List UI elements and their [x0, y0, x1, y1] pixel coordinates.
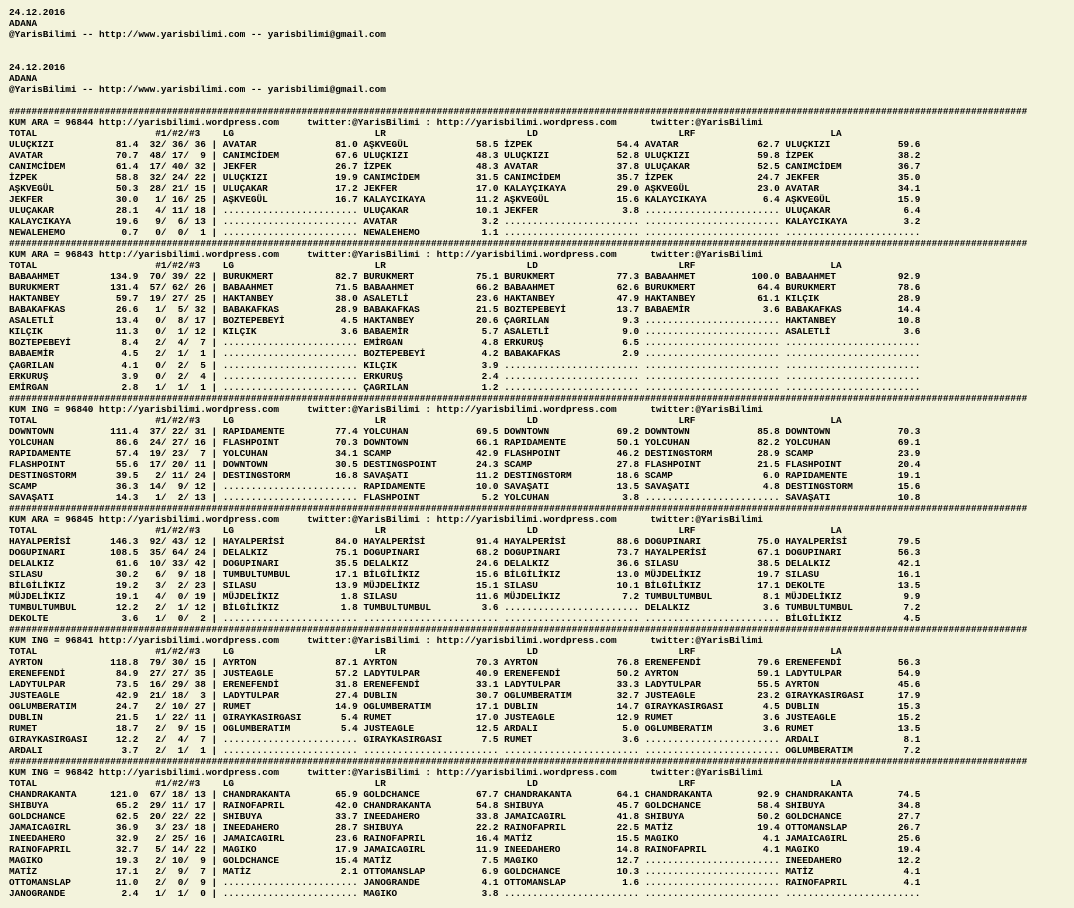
text-line: #####################################################################################################################################################################################: [9, 756, 1028, 768]
text-line: MATİZ 17.1 2/ 9/ 7 | MATİZ 2.1 OTTOMANSLAP 6.9 GOLDCHANCE 10.3 ........................ MATİZ 4.1: [9, 866, 921, 878]
text-line: GOLDCHANCE 62.5 20/ 22/ 22 | SHIBUYA 33.7 INEEDAHERO 33.8 JAMAICAGIRL 41.8 SHIBUYA 50.2 GOLDCHANCE 27.7: [9, 811, 921, 823]
text-line: ÇAGRILAN 4.1 0/ 2/ 5 | ........................ KILÇIK 3.9 ........................ ........................ ........................: [9, 359, 921, 371]
text-line: KUM ARA = 96843 http://yarisbilimi.wordpress.com twitter:@YarisBilimi : http://yarisbilimi.wordpress.com twitter:@YarisBilimi: [9, 249, 763, 261]
text-line: BOZTEPEBEYİ 8.4 2/ 4/ 7 | ........................ EMİRGAN 4.8 ERKURUŞ 6.5 ........................ ........................: [9, 337, 921, 349]
text-line: CHANDRAKANTA 121.0 67/ 18/ 13 | CHANDRAKANTA 65.9 GOLDCHANCE 67.7 CHANDRAKANTA 64.1 CHANDRAKANTA 92.9 CHANDRAKANTA 74.5: [9, 789, 921, 801]
text-line: [9, 51, 1071, 62]
text-line: KUM ING = 96841 http://yarisbilimi.wordpress.com twitter:@YarisBilimi : http://yarisbilimi.wordpress.com twitter:@YarisBilimi: [9, 634, 763, 646]
text-line: KUM ING = 96842 http://yarisbilimi.wordpress.com twitter:@YarisBilimi : http://yarisbilimi.wordpress.com twitter:@YarisBilimi: [9, 767, 763, 779]
text-line: JAMAICAGIRL 36.9 3/ 23/ 18 | INEEDAHERO 28.7 SHIBUYA 22.2 RAINOFAPRIL 22.5 MATİZ 19.4 OTTOMANSLAP 26.7: [9, 822, 921, 834]
text-line: HAKTANBEY 59.7 19/ 27/ 25 | HAKTANBEY 38.0 ASALETLİ 23.6 HAKTANBEY 47.9 HAKTANBEY 61.1 KILÇIK 28.9: [9, 293, 921, 305]
text-line: @YarisBilimi -- http://www.yarisbilimi.com -- yarisbilimi@gmail.com: [9, 29, 386, 41]
text-line: ADANA: [9, 18, 38, 30]
text-line: #####################################################################################################################################################################################: [9, 106, 1028, 118]
text-line: SAVAŞATI 14.3 1/ 2/ 13 | ........................ FLASHPOINT 5.2 YOLCUHAN 3.8 ........................ SAVAŞATI 10.8: [9, 491, 921, 503]
text-line: #####################################################################################################################################################################################: [9, 238, 1028, 250]
text-line: NEWALEHEMO 0.7 0/ 0/ 1 | ........................ NEWALEHEMO 1.1 ........................ ........................ ........................: [9, 227, 921, 239]
text-line: 24.12.2016: [9, 7, 66, 18]
text-line: AYRTON 118.8 79/ 30/ 15 | AYRTON 87.1 AYRTON 70.3 AYRTON 76.8 ERENEFENDİ 79.6 ERENEFENDİ 56.3: [9, 656, 921, 668]
text-line: TOTAL #1/#2/#3 LG LR LD LRF LA: [9, 128, 842, 140]
text-line: BİLGİLİKIZ 19.2 3/ 2/ 23 | SILASU 13.9 MÜJDELİKIZ 15.1 SILASU 10.1 BİLGİLİKIZ 17.1 DEKOLTE 13.5: [9, 579, 921, 591]
text-line: INEEDAHERO 32.9 2/ 25/ 16 | JAMAICAGIRL 23.6 RAINOFAPRIL 16.4 MATİZ 15.5 MAGIKO 4.1 JAMAICAGIRL 25.6: [9, 833, 921, 845]
text-line: ARDALI 3.7 2/ 1/ 1 | ........................ ........................ ........................ ........................ OGLUMBERATIM 7.2: [9, 745, 921, 757]
text-line: BURUKMERT 131.4 57/ 62/ 26 | BABAAHMET 71.5 BABAAHMET 66.2 BABAAHMET 62.6 BURUKMERT 64.4 BURUKMERT 78.6: [9, 282, 921, 294]
text-line: KALAYCIKAYA 19.6 9/ 6/ 13 | ........................ AVATAR 3.2 ........................ ........................ KALAYCIKAYA 3.2: [9, 216, 921, 228]
text-line: MÜJDELİKIZ 19.1 4/ 0/ 19 | MÜJDELİKIZ 1.8 SILASU 11.6 MÜJDELİKIZ 7.2 TUMBULTUMBUL 8.1 MÜJDELİKIZ 9.9: [9, 590, 921, 602]
text-line: DOGUPINARI 108.5 35/ 64/ 24 | DELALKIZ 75.1 DOGUPINARI 68.2 DOGUPINARI 73.7 HAYALPERİSİ 67.1 DOGUPINARI 56.3: [9, 546, 921, 558]
text-line: ULUÇKIZI 81.4 32/ 36/ 36 | AVATAR 81.0 AŞKVEGÜL 58.5 İZPEK 54.4 AVATAR 62.7 ULUÇKIZI 59.6: [9, 139, 921, 151]
text-line: HAYALPERİSİ 146.3 92/ 43/ 12 | HAYALPERİSİ 84.0 HAYALPERİSİ 91.4 HAYALPERİSİ 88.6 DOGUPINARI 75.0 HAYALPERİSİ 79.5: [9, 535, 921, 547]
text-line: KUM ARA = 96844 http://yarisbilimi.wordpress.com twitter:@YarisBilimi : http://yarisbilimi.wordpress.com twitter:@YarisBilimi: [9, 117, 763, 129]
text-line: SHIBUYA 65.2 29/ 11/ 17 | RAINOFAPRIL 42.0 CHANDRAKANTA 54.8 SHIBUYA 45.7 GOLDCHANCE 58.4 SHIBUYA 34.8: [9, 800, 921, 812]
text-line: ERKURUŞ 3.9 0/ 2/ 4 | ........................ ERKURUŞ 2.4 ........................ ........................ ........................: [9, 370, 921, 382]
text-line: JUSTEAGLE 42.9 21/ 18/ 3 | LADYTULPAR 27.4 DUBLIN 30.7 OGLUMBERATIM 32.7 JUSTEAGLE 23.2 GIRAYKASIRGASI 17.9: [9, 689, 921, 701]
text-line: KUM ARA = 96845 http://yarisbilimi.wordpress.com twitter:@YarisBilimi : http://yarisbilimi.wordpress.com twitter:@YarisBilimi: [9, 513, 763, 525]
text-line: LADYTULPAR 73.5 16/ 29/ 38 | ERENEFENDİ 31.8 ERENEFENDİ 33.1 LADYTULPAR 33.3 LADYTULPAR 55.5 AYRTON 45.6: [9, 678, 921, 690]
text-line: DELALKIZ 61.6 10/ 33/ 42 | DOGUPINARI 35.5 DELALKIZ 24.6 DELALKIZ 36.6 SILASU 38.5 DELALKIZ 42.1: [9, 557, 921, 569]
text-line: TOTAL #1/#2/#3 LG LR LD LRF LA: [9, 524, 842, 536]
text-line: OGLUMBERATIM 24.7 2/ 10/ 27 | RUMET 14.9 OGLUMBERATIM 17.1 DUBLIN 14.7 GIRAYKASIRGASI 4.5 DUBLIN 15.3: [9, 700, 921, 712]
text-line: [9, 95, 1071, 106]
text-line: BABAAHMET 134.9 70/ 39/ 22 | BURUKMERT 82.7 BURUKMERT 75.1 BURUKMERT 77.3 BABAAHMET 100.0 BABAAHMET 92.9: [9, 271, 921, 283]
text-line: DESTINGSTORM 39.5 2/ 11/ 24 | DESTINGSTORM 16.8 SAVAŞATI 11.2 DESTINGSTORM 18.6 SCAMP 6.0 RAPIDAMENTE 19.1: [9, 469, 921, 481]
text-line: ULUÇAKAR 28.1 4/ 11/ 18 | ........................ ULUÇAKAR 10.1 JEKFER 3.8 ........................ ULUÇAKAR 6.4: [9, 205, 921, 217]
results-document: [9, 7, 1071, 899]
text-line: #####################################################################################################################################################################################: [9, 623, 1028, 635]
text-line: ASALETLİ 13.4 0/ 8/ 17 | BOZTEPEBEYİ 4.5 HAKTANBEY 20.6 ÇAGRILAN 9.3 ........................ HAKTANBEY 10.8: [9, 315, 921, 327]
text-line: FLASHPOINT 55.6 17/ 20/ 11 | DOWNTOWN 30.5 DESTINGSPOINT 24.3 SCAMP 27.8 FLASHPOINT 21.5 FLASHPOINT 20.4: [9, 458, 921, 470]
text-line: MAGIKO 19.3 2/ 10/ 9 | GOLDCHANCE 15.4 MATİZ 7.5 MAGIKO 12.7 ........................ INEEDAHERO 12.2: [9, 855, 921, 867]
text-line: RAINOFAPRIL 32.7 5/ 14/ 22 | MAGIKO 17.9 JAMAICAGIRL 11.9 INEEDAHERO 14.8 RAINOFAPRIL 4.1 MAGIKO 19.4: [9, 844, 921, 856]
text-line: 24.12.2016: [9, 62, 66, 74]
text-line: TOTAL #1/#2/#3 LG LR LD LRF LA: [9, 778, 842, 790]
text-line: DUBLIN 21.5 1/ 22/ 11 | GIRAYKASIRGASI 5.4 RUMET 17.0 JUSTEAGLE 12.9 RUMET 3.6 JUSTEAGLE 15.2: [9, 712, 921, 723]
text-line: SILASU 30.2 6/ 9/ 18 | TUMBULTUMBUL 17.1 BİLGİLİKIZ 15.6 BİLGİLİKIZ 13.0 MÜJDELİKIZ 19.7 SILASU 16.1: [9, 568, 921, 580]
text-line: JEKFER 30.0 1/ 16/ 25 | AŞKVEGÜL 16.7 KALAYCIKAYA 11.2 AŞKVEGÜL 15.6 KALAYCIKAYA 6.4 AŞKVEGÜL 15.9: [9, 194, 921, 206]
text-line: SCAMP 36.3 14/ 9/ 12 | ........................ RAPIDAMENTE 10.0 SAVAŞATI 13.5 SAVAŞATI 4.8 DESTINGSTORM 15.6: [9, 480, 921, 492]
text-line: GIRAYKASIRGASI 12.2 2/ 4/ 7 | ........................ GIRAYKASIRGASI 7.5 RUMET 3.6 ........................ ARDALI 8.1: [9, 734, 921, 746]
text-line: JANOGRANDE 2.4 1/ 1/ 0 | ........................ MAGIKO 3.8 ........................ ........................ ........................: [9, 888, 921, 900]
text-line: DEKOLTE 3.6 1/ 0/ 2 | ........................ ........................ ........................ ........................ BİLGİLİKIZ 4.5: [9, 612, 921, 624]
text-line: [9, 40, 1071, 51]
text-line: İZPEK 58.8 32/ 24/ 22 | ULUÇKIZI 19.9 CANIMCİDEM 31.5 CANIMCİDEM 35.7 İZPEK 24.7 JEKFER 35.0: [9, 172, 921, 184]
text-line: EMİRGAN 2.8 1/ 1/ 1 | ........................ ÇAGRILAN 1.2 ........................ ........................ ........................: [9, 381, 921, 393]
text-line: DOWNTOWN 111.4 37/ 22/ 31 | RAPIDAMENTE 77.4 YOLCUHAN 69.5 DOWNTOWN 69.2 DOWNTOWN 85.8 DOWNTOWN 70.3: [9, 425, 921, 437]
text-line: #####################################################################################################################################################################################: [9, 392, 1028, 404]
text-line: BABAEMİR 4.5 2/ 1/ 1 | ........................ BOZTEPEBEYİ 4.2 BABAKAFKAS 2.9 ........................ ........................: [9, 348, 921, 360]
text-line: TUMBULTUMBUL 12.2 2/ 1/ 12 | BİLGİLİKIZ 1.8 TUMBULTUMBUL 3.6 ........................ DELALKIZ 3.6 TUMBULTUMBUL 7.2: [9, 601, 921, 613]
text-line: ADANA: [9, 73, 38, 85]
text-line: AŞKVEGÜL 50.3 28/ 21/ 15 | ULUÇAKAR 17.2 JEKFER 17.0 KALAYÇIKAYA 29.0 AŞKVEGÜL 23.0 AVATAR 34.1: [9, 183, 921, 195]
text-line: YOLCUHAN 86.6 24/ 27/ 16 | FLASHPOINT 70.3 DOWNTOWN 66.1 RAPIDAMENTE 50.1 YOLCUHAN 82.2 YOLCUHAN 69.1: [9, 436, 921, 448]
text-line: RUMET 18.7 2/ 9/ 15 | OGLUMBERATIM 5.4 JUSTEAGLE 12.5 ARDALI 5.0 OGLUMBERATIM 3.6 RUMET 13.5: [9, 723, 921, 735]
text-line: #####################################################################################################################################################################################: [9, 502, 1028, 514]
text-line: BABAKAFKAS 26.6 1/ 5/ 32 | BABAKAFKAS 28.9 BABAKAFKAS 21.5 BOZTEPEBEYİ 13.7 BABAEMİR 3.6 BABAKAFKAS 14.4: [9, 304, 921, 316]
text-line: OTTOMANSLAP 11.0 2/ 0/ 9 | ........................ JANOGRANDE 4.1 OTTOMANSLAP 1.6 ........................ RAINOFAPRIL 4.1: [9, 877, 921, 889]
text-line: @YarisBilimi -- http://www.yarisbilimi.com -- yarisbilimi@gmail.com: [9, 84, 386, 96]
text-line: TOTAL #1/#2/#3 LG LR LD LRF LA: [9, 414, 842, 426]
text-line: RAPIDAMENTE 57.4 19/ 23/ 7 | YOLCUHAN 34.1 SCAMP 42.9 FLASHPOINT 46.2 DESTINGSTORM 28.9 SCAMP 23.9: [9, 447, 921, 459]
text-line: KILÇIK 11.3 0/ 1/ 12 | KILÇIK 3.6 BABAEMİR 5.7 ASALETLİ 9.0 ........................ ASALETLİ 3.6: [9, 326, 921, 338]
text-line: AVATAR 70.7 48/ 17/ 9 | CANIMCİDEM 67.6 ULUÇKIZI 48.3 ULUÇKIZI 52.8 ULUÇKIZI 59.8 İZPEK 38.2: [9, 150, 921, 162]
text-line: CANIMCİDEM 61.4 17/ 40/ 32 | JEKFER 26.7 İZPEK 48.3 AVATAR 37.8 ULUÇAKAR 52.5 CANIMCİDEM 36.7: [9, 161, 921, 173]
text-line: TOTAL #1/#2/#3 LG LR LD LRF LA: [9, 645, 842, 657]
text-line: TOTAL #1/#2/#3 LG LR LD LRF LA: [9, 260, 842, 272]
text-line: ERENEFENDİ 84.9 27/ 27/ 35 | JUSTEAGLE 57.2 LADYTULPAR 40.9 ERENEFENDİ 50.2 AYRTON 59.1 LADYTULPAR 54.9: [9, 667, 921, 679]
text-line: KUM ING = 96840 http://yarisbilimi.wordpress.com twitter:@YarisBilimi : http://yarisbilimi.wordpress.com twitter:@YarisBilimi: [9, 403, 763, 415]
